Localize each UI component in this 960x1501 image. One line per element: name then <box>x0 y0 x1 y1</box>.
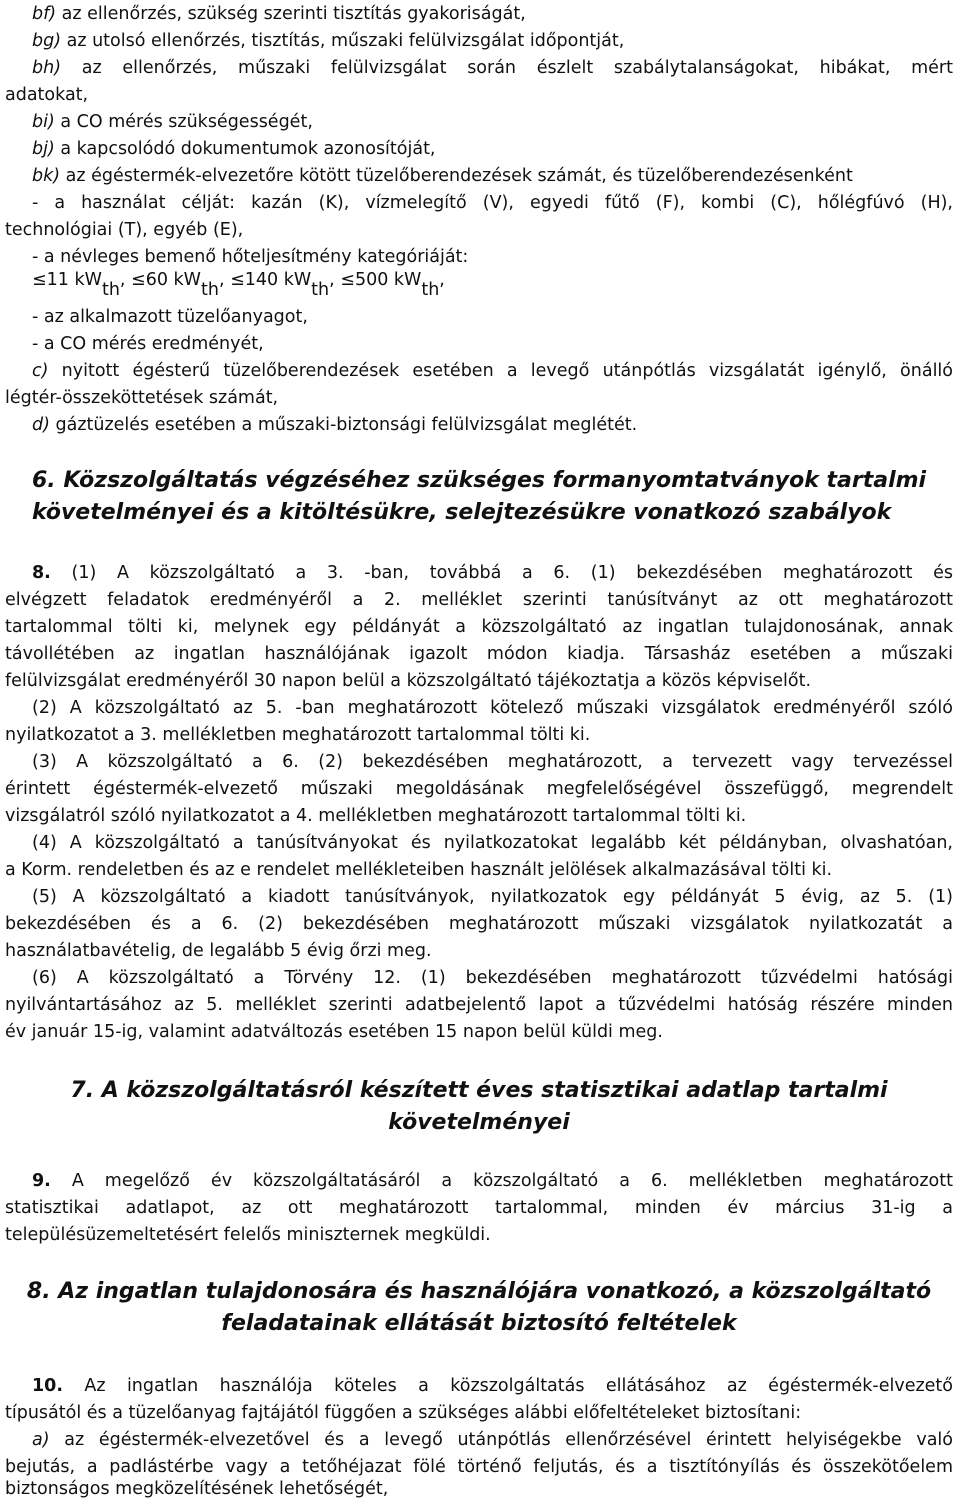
list-item-bk <box>32 164 853 188</box>
paragraph-10-a-line1 <box>5 1428 953 1452</box>
separator: , <box>439 270 445 290</box>
power-value: 60 kW <box>145 270 201 290</box>
paragraph-number: 9. <box>32 1171 51 1191</box>
paragraph-8-6-line1: (6) A közszolgáltató a Törvény 12. (1) bekezdésében meghatározott tűzvédelmi hatósági <box>32 968 953 988</box>
paragraph-text: A megelőző év közszolgáltatásáról a közszolgáltató a 6. mellékletben meghatározott <box>50 1171 953 1191</box>
paragraph-8-4-line1: (4) A közszolgáltató a tanúsítványokat és nyilatkozatokat legalább két példányban, olvashatóan, <box>32 833 953 853</box>
separator: , <box>119 270 132 290</box>
dash-power-category: - a névleges bemenő hőteljesítmény kategóriáját: <box>32 247 469 267</box>
le-symbol: ≤ <box>230 270 245 290</box>
le-symbol: ≤ <box>32 270 47 290</box>
list-label: bg) <box>32 31 62 51</box>
paragraph-8-4-line2: a Korm. rendeletben és az e rendelet mellékleteiben használt jelölések alkalmazásával tölti ki. <box>5 860 833 880</box>
paragraph-8-3-line2: érintett égéstermék-elvezető műszaki megoldásának megfelelőségével összefüggő, megrendelt <box>5 779 953 799</box>
list-item-c-cont: légtér-összeköttetések számát, <box>5 388 279 408</box>
list-item-bf <box>32 2 526 26</box>
list-text: a kapcsolódó dokumentumok azonosítóját, <box>54 139 436 159</box>
power-sub: th <box>311 280 330 300</box>
list-text: az égéstermék-elvezetővel és a levegő utánpótlás ellenőrzésével érintett helyiségekbe való <box>49 1430 953 1450</box>
paragraph-10-line1 <box>5 1374 953 1398</box>
list-label: a) <box>32 1430 50 1450</box>
paragraph-9-line3: településüzemeltetésért felelős miniszternek megküldi. <box>5 1225 491 1245</box>
power-sub: th <box>101 280 120 300</box>
paragraph-8-3-line3: vizsgálatról szóló nyilatkozatot a 4. mellékletben meghatározott tartalommal tölti ki. <box>5 806 747 826</box>
paragraph-8-6-line3: év január 15-ig, valamint adatváltozás esetében 15 napon belül küldi meg. <box>5 1022 663 1042</box>
list-item-d <box>32 413 637 437</box>
list-item-bg <box>32 29 624 53</box>
section-7-title-line1: 7. A közszolgáltatásról készített éves statisztikai adatlap tartalmi <box>70 1078 888 1103</box>
paragraph-8-6-line2: nyilvántartásához az 5. melléklet szerinti adatbejelentő lapot a tűzvédelmi hatóság részére minden <box>5 995 953 1015</box>
power-sub: th <box>421 280 440 300</box>
list-text: az ellenőrzés, szükség szerinti tisztítás gyakoriságát, <box>56 4 526 24</box>
separator: , <box>329 270 341 290</box>
paragraph-8-line3: tartalommal tölti ki, melynek egy példányát a közszolgáltató az ingatlan tulajdonosának, annak <box>5 617 953 637</box>
paragraph-8-line2: elvégzett feladatok eredményéről a 2. melléklet szerinti tanúsítványt az ott meghatározott <box>5 590 953 610</box>
list-text: nyitott égésterű tüzelőberendezések esetében a levegő utánpótlás vizsgálatát igénylő, önálló <box>48 361 953 381</box>
paragraph-8-line1 <box>5 561 953 585</box>
paragraph-9-line1 <box>5 1169 953 1193</box>
paragraph-8-5-line3: használatbavételig, de legalább 5 évig őrzi meg. <box>5 941 432 961</box>
paragraph-10-a-line3: biztonságos megközelítésének lehetőségét, <box>5 1479 389 1499</box>
power-value: 11 kW <box>46 270 102 290</box>
power-sub: th <box>201 280 219 300</box>
power-value: 500 kW <box>354 270 422 290</box>
list-item-c <box>5 359 953 383</box>
paragraph-8-line4: távollétében az ingatlan használójának igazolt módon kiadja. Társasház esetében a műszaki <box>5 644 953 664</box>
paragraph-8-line5: felülvizsgálat eredményéről 30 napon belül a közszolgáltató tájékoztatja a közös képviselőt. <box>5 671 812 691</box>
paragraph-8-2-line1: (2) A közszolgáltató az 5. -ban meghatározott kötelező műszaki vizsgálatok eredményéről szóló <box>32 698 953 718</box>
le-symbol: ≤ <box>340 270 355 290</box>
dash-fuel: - az alkalmazott tüzelőanyagot, <box>32 307 308 327</box>
paragraph-8-5-line1: (5) A közszolgáltató a kiadott tanúsítványok, nyilatkozatok egy példányát 5 évig, az 5. (1) <box>32 887 953 907</box>
list-text: az ellenőrzés, műszaki felülvizsgálat során észlelt szabálytalanságokat, hibákat, mért <box>61 58 953 78</box>
section-6-title-line2: követelményei és a kitöltésükre, selejtezésükre vonatkozó szabályok <box>32 500 892 525</box>
list-label: bk) <box>32 166 61 186</box>
list-label: bf) <box>32 4 57 24</box>
list-text: a CO mérés szükségességét, <box>54 112 313 132</box>
power-value: 140 kW <box>244 270 312 290</box>
paragraph-number: 10. <box>32 1376 64 1396</box>
list-item-bh-cont: adatokat, <box>5 85 89 105</box>
dash-usage-purpose-cont: technológiai (T), egyéb (E), <box>5 220 244 240</box>
section-7-title-line2: követelményei <box>388 1110 570 1135</box>
list-label: c) <box>32 361 49 381</box>
paragraph-number: 8. <box>32 563 51 583</box>
list-text: az utolsó ellenőrzés, tisztítás, műszaki felülvizsgálat időpontját, <box>61 31 625 51</box>
list-label: bj) <box>32 139 55 159</box>
paragraph-8-5-line2: bekezdésében és a 6. (2) bekezdésében meghatározott műszaki vizsgálatok nyilatkozatát a <box>5 914 953 934</box>
section-6-title-line1: 6. Közszolgáltatás végzéséhez szükséges formanyomtatványok tartalmi <box>32 468 927 493</box>
paragraph-10-line2: típusától és a tüzelőanyag fajtájától függően a szükséges alábbi előfeltételeket biztosítani: <box>5 1403 802 1423</box>
separator: , <box>218 270 231 290</box>
dash-usage-purpose: - a használat célját: kazán (K), vízmelegítő (V), egyedi fűtő (F), kombi (C), hőlégfúvó (H), <box>32 193 953 213</box>
section-8-title-line1: 8. Az ingatlan tulajdonosára és használójára vonatkozó, a közszolgáltató <box>26 1279 932 1304</box>
paragraph-8-2-line2: nyilatkozatot a 3. mellékletben meghatározott tartalommal tölti ki. <box>5 725 591 745</box>
section-8-title-line2: feladatainak ellátását biztosító feltételek <box>221 1311 737 1336</box>
list-label: d) <box>32 415 50 435</box>
list-text: gáztüzelés esetében a műszaki-biztonsági felülvizsgálat meglétét. <box>49 415 638 435</box>
list-item-bi <box>32 110 313 134</box>
power-categories <box>32 268 445 302</box>
list-label: bi) <box>32 112 55 132</box>
paragraph-10-a-line2: bejutás, a padlástérbe vagy a tetőhéjazat fölé történő feljutás, és a tisztítónyílás és összekötőelem <box>5 1457 953 1477</box>
paragraph-8-3-line1: (3) A közszolgáltató a 6. (2) bekezdésében meghatározott, a tervezett vagy tervezéssel <box>32 752 953 772</box>
dash-co-result: - a CO mérés eredményét, <box>32 334 264 354</box>
list-text: az égéstermék-elvezetőre kötött tüzelőberendezések számát, és tüzelőberendezésenként <box>60 166 853 186</box>
paragraph-text: (1) A közszolgáltató a 3. -ban, továbbá a 6. (1) bekezdésében meghatározott és <box>50 563 953 583</box>
list-label: bh) <box>32 58 62 78</box>
le-symbol: ≤ <box>131 270 146 290</box>
list-item-bh <box>5 56 953 80</box>
paragraph-9-line2: statisztikai adatlapot, az ott meghatározott tartalommal, minden év március 31-ig a <box>5 1198 953 1218</box>
paragraph-text: Az ingatlan használója köteles a közszolgáltatás ellátásához az égéstermék-elvezető <box>63 1376 953 1396</box>
list-item-bj <box>32 137 436 161</box>
